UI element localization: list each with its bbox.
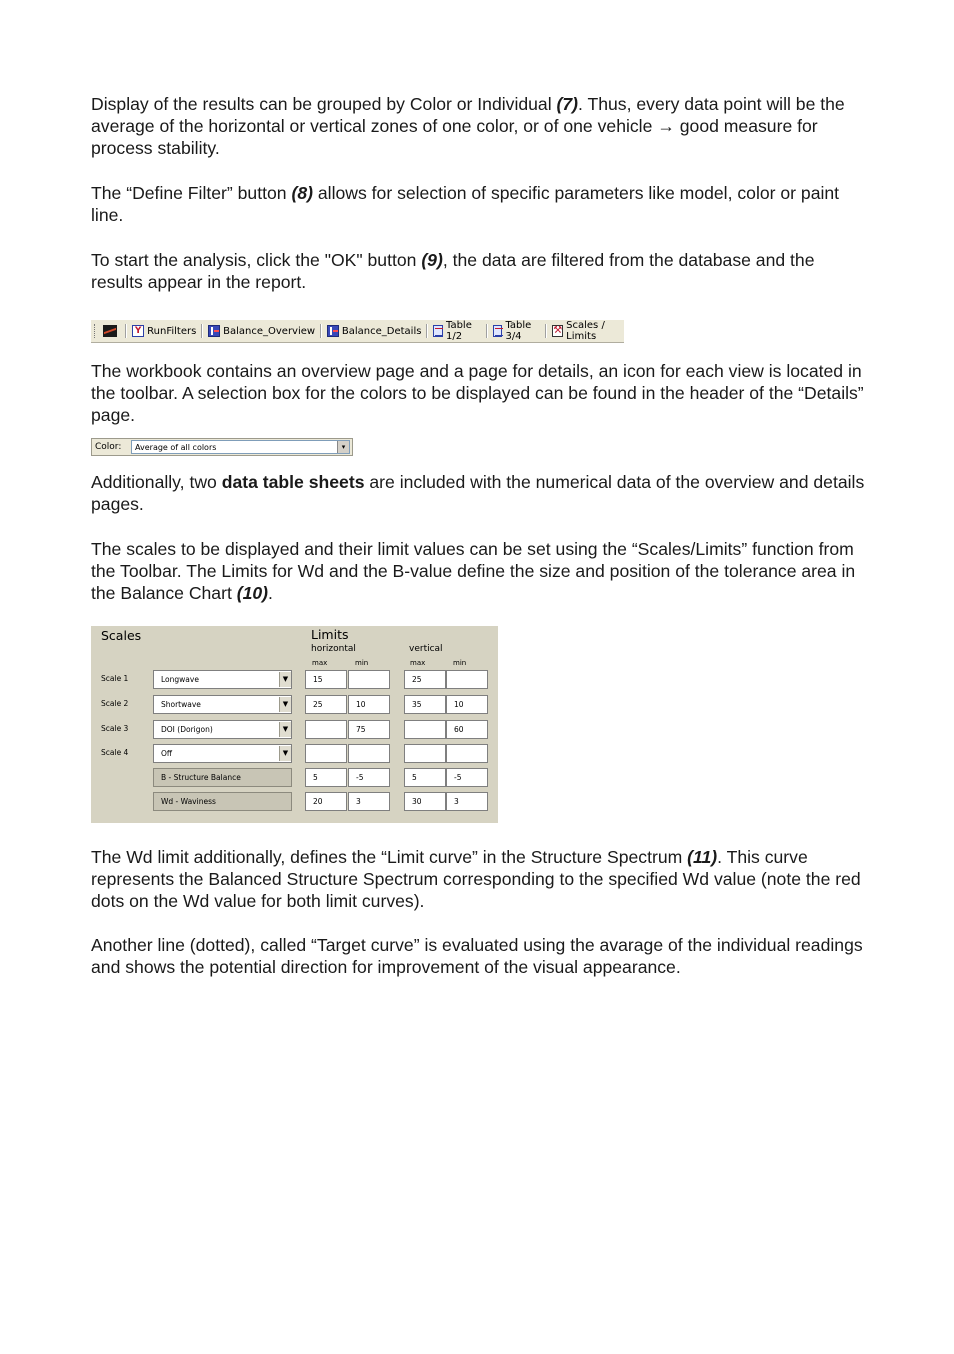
scale-3-v-max[interactable] xyxy=(404,720,446,739)
text: The scales to be displayed and their limit values can be set using the “Scales/Limits” function from the Toolbar. The Limits for Wd and the B-value define the size and position of the tolerance area in the Balance Chart xyxy=(91,539,856,603)
select-value: Shortwave xyxy=(161,700,201,709)
scale-4-label: Scale 4 xyxy=(101,748,129,757)
b-h-max[interactable]: 5 xyxy=(305,768,347,787)
scale-4-h-max[interactable] xyxy=(305,744,347,763)
text: To start the analysis, click the "OK" button xyxy=(91,250,422,270)
paragraph-scales-limits xyxy=(91,538,871,604)
scales-heading: Scales xyxy=(101,628,142,643)
scale-3-h-min[interactable]: 75 xyxy=(348,720,390,739)
arrow-icon: → xyxy=(657,116,675,136)
reference-10: (10) xyxy=(236,583,269,603)
toolbar-label: Balance_Overview xyxy=(223,325,316,337)
scale-1-label: Scale 1 xyxy=(101,674,129,683)
paragraph-start-analysis xyxy=(91,249,871,293)
chevron-down-icon[interactable]: ▼ xyxy=(279,672,291,687)
balance-icon xyxy=(208,325,220,337)
wd-v-max[interactable]: 30 xyxy=(404,792,446,811)
table-icon xyxy=(433,325,443,337)
text: The Wd limit additionally, defines the “Limit curve” in the Structure Spectrum xyxy=(91,847,688,867)
wd-waviness-label: Wd - Waviness xyxy=(153,792,292,811)
wd-h-max[interactable]: 20 xyxy=(305,792,347,811)
report-toolbar xyxy=(91,319,624,343)
color-select[interactable] xyxy=(131,440,350,454)
paragraph-workbook: The workbook contains an overview page and a page for details, an icon for each view is located in the toolbar. A selection box for the colors to be displayed can be found in the header of the “Details” page. xyxy=(91,361,864,425)
vertical-heading: vertical xyxy=(409,644,443,654)
toolbar-table-3-4-button[interactable] xyxy=(490,322,544,340)
scale-2-v-min[interactable]: 10 xyxy=(446,695,488,714)
filter-icon: Y xyxy=(132,325,144,337)
scale-2-h-max[interactable]: 25 xyxy=(305,695,347,714)
paragraph-data-tables xyxy=(91,471,871,515)
v-max-heading: max xyxy=(410,659,426,667)
text: are included with the numerical data of the overview and details pages. xyxy=(91,472,865,514)
b-v-max[interactable]: 5 xyxy=(404,768,446,787)
scale-1-select[interactable] xyxy=(153,670,292,689)
b-v-min[interactable]: -5 xyxy=(446,768,488,787)
scale-1-v-min[interactable] xyxy=(446,670,488,689)
paragraph-define-filter xyxy=(91,182,871,226)
wave-chart-icon xyxy=(103,325,117,337)
scales-limits-dialog xyxy=(91,626,498,823)
toolbar-separator xyxy=(125,324,127,338)
h-min-heading: min xyxy=(355,659,369,667)
toolbar-separator xyxy=(201,324,203,338)
horizontal-heading: horizontal xyxy=(311,644,356,654)
toolbar-grip[interactable] xyxy=(94,324,97,338)
text: . Thus, every data point will be the average of the horizontal or vertical zones of one color, or of one vehicle xyxy=(91,94,845,136)
toolbar-runfilters-button[interactable] xyxy=(129,322,199,340)
toolbar-scales-limits-button[interactable] xyxy=(549,322,624,340)
color-select-bar xyxy=(91,438,353,456)
text: . This curve represents the Balanced Structure Spectrum corresponding to the specified Wd value (note the red dots on the Wd value for both limit curves). xyxy=(91,847,861,911)
v-min-heading: min xyxy=(453,659,467,667)
balance-icon xyxy=(327,325,339,337)
paragraph-target-curve: Another line (dotted), called “Target curve” is evaluated using the avarage of the individual readings and shows the potential direction for improvement of the visual appearance. xyxy=(91,935,863,977)
toolbar-separator xyxy=(426,324,428,338)
text: allows for selection of specific parameters like model, color or paint line. xyxy=(91,183,840,225)
scale-4-v-min[interactable] xyxy=(446,744,488,763)
toolbar-separator xyxy=(545,324,547,338)
reference-11: (11) xyxy=(687,847,718,867)
b-h-min[interactable]: -5 xyxy=(348,768,390,787)
color-select-value: Average of all colors xyxy=(135,442,217,452)
scale-4-h-min[interactable] xyxy=(348,744,390,763)
chevron-down-icon[interactable]: ▼ xyxy=(279,697,291,712)
toolbar-balance-details-button[interactable] xyxy=(324,322,425,340)
text: Additionally, two xyxy=(91,472,222,492)
toolbar-label: Table 1/2 xyxy=(445,320,472,342)
toolbar-label: Balance_Details xyxy=(341,325,422,337)
select-value: Longwave xyxy=(161,675,199,684)
text: The “Define Filter” button xyxy=(91,183,292,203)
scale-3-h-max[interactable] xyxy=(305,720,347,739)
text: good measure for process stability. xyxy=(91,116,818,158)
limits-heading: Limits xyxy=(311,627,349,642)
toolbar-chart-button[interactable] xyxy=(100,322,123,340)
scales-icon: ⚒ xyxy=(553,325,563,336)
scale-1-h-min[interactable] xyxy=(348,670,390,689)
scale-3-v-min[interactable]: 60 xyxy=(446,720,488,739)
toolbar-label: Scales / Limits xyxy=(566,320,605,342)
chevron-down-icon[interactable]: ▾ xyxy=(337,441,349,453)
scale-1-v-max[interactable]: 25 xyxy=(404,670,446,689)
scale-2-select[interactable] xyxy=(153,695,292,714)
select-value: Off xyxy=(161,749,173,758)
scale-2-h-min[interactable]: 10 xyxy=(348,695,390,714)
scale-1-h-max[interactable]: 15 xyxy=(305,670,347,689)
select-value: DOI (Dorigon) xyxy=(161,725,213,734)
reference-7: (7) xyxy=(556,94,579,114)
table-icon xyxy=(493,325,503,337)
text: , the data are filtered from the database and the results appear in the report. xyxy=(91,250,815,292)
bold-text: data table sheets xyxy=(221,472,365,492)
scale-3-label: Scale 3 xyxy=(101,724,129,733)
text: . xyxy=(268,583,273,603)
toolbar-separator xyxy=(320,324,322,338)
toolbar-label: Table 3/4 xyxy=(505,320,532,342)
toolbar-balance-overview-button[interactable] xyxy=(205,322,318,340)
reference-8: (8) xyxy=(291,183,313,203)
toolbar-table-1-2-button[interactable] xyxy=(430,322,484,340)
scale-4-v-max[interactable] xyxy=(404,744,446,763)
chevron-down-icon[interactable]: ▼ xyxy=(279,722,291,737)
color-label: Color: xyxy=(95,442,122,452)
reference-9: (9) xyxy=(421,250,443,270)
text: Display of the results can be grouped by Color or Individual xyxy=(91,94,557,114)
scale-3-select[interactable] xyxy=(153,720,292,739)
paragraph-grouping xyxy=(91,93,871,159)
toolbar-separator xyxy=(486,324,488,338)
scale-2-v-max[interactable]: 35 xyxy=(404,695,446,714)
toolbar-label: RunFilters xyxy=(147,325,197,337)
wd-v-min[interactable]: 3 xyxy=(446,792,488,811)
h-max-heading: max xyxy=(312,659,328,667)
chevron-down-icon[interactable]: ▼ xyxy=(279,746,291,761)
b-structure-balance-label: B - Structure Balance xyxy=(153,768,292,787)
wd-h-min[interactable]: 3 xyxy=(348,792,390,811)
paragraph-limit-curve xyxy=(91,846,871,912)
scale-2-label: Scale 2 xyxy=(101,699,129,708)
scale-4-select[interactable] xyxy=(153,744,292,763)
